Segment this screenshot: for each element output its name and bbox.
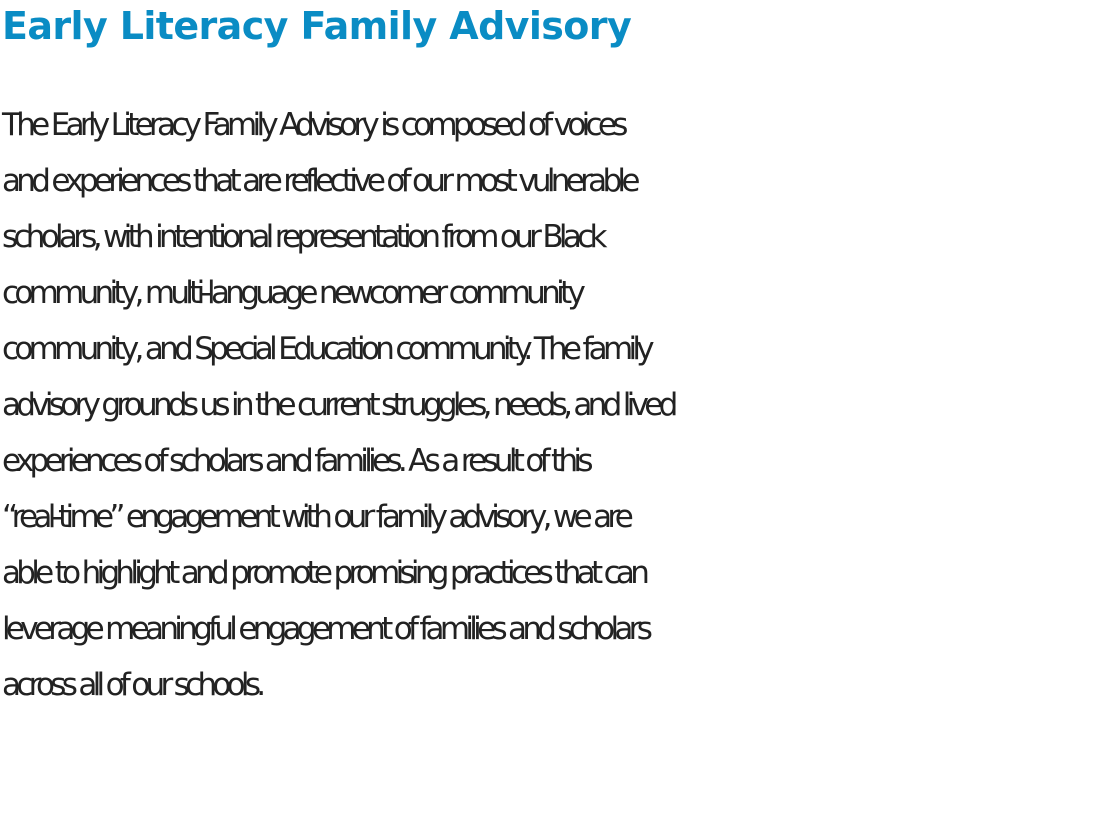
paragraph-line: and experiences that are reflective of our most vulnerable (2, 163, 636, 199)
paragraph-line: experiences of scholars and families. As a result of this (2, 443, 589, 479)
paragraph-line: able to highlight and promote promising practices that can (2, 555, 646, 591)
paragraph-line: scholars, with intentional representation from our Black (2, 219, 603, 255)
paragraph-line: The Early Literacy Family Advisory is composed of voices (2, 107, 624, 143)
section-heading: Early Literacy Family Advisory (2, 4, 632, 48)
paragraph-line: advisory grounds us in the current struggles, needs, and lived (2, 387, 674, 423)
paragraph-line: leverage meaningful engagement of families and scholars (2, 611, 649, 647)
paragraph-line: “real-time” engagement with our family advisory, we are (2, 499, 630, 535)
paragraph-line: community, and Special Education community. The family (2, 331, 650, 367)
advisory-description (2, 97, 1093, 713)
paragraph-line: community, multi-language newcomer community (2, 275, 582, 311)
paragraph-line: across all of our schools. (2, 667, 262, 703)
